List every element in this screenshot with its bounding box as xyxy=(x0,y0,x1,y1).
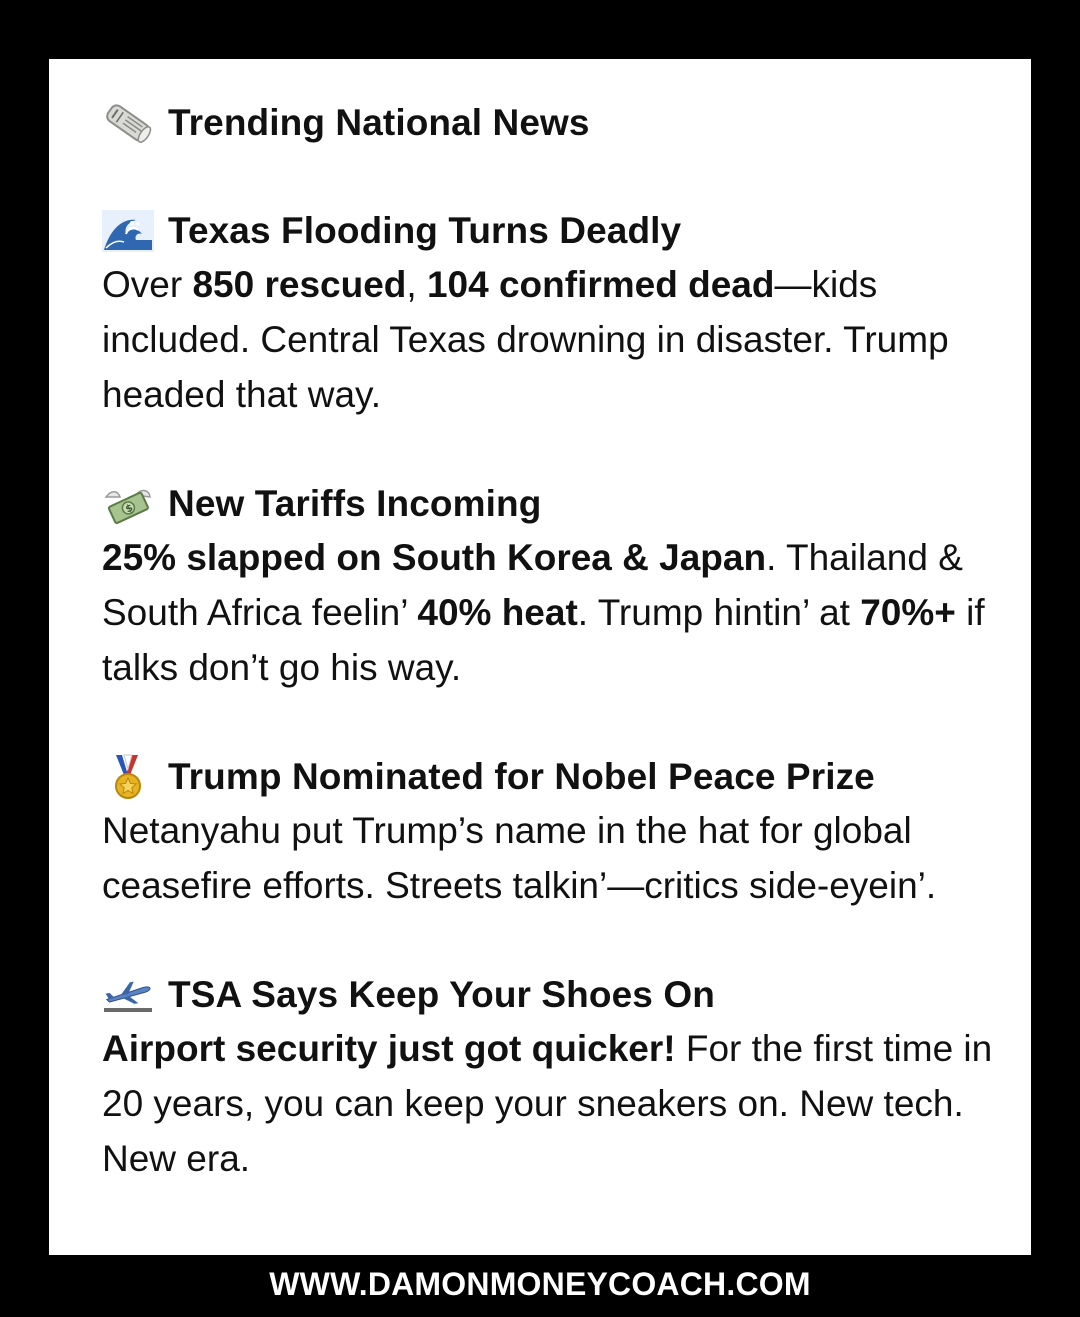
post-card xyxy=(49,59,1031,1255)
medal-icon xyxy=(102,751,168,803)
money-with-wings-icon xyxy=(102,478,168,530)
story-title: New Tariffs Incoming xyxy=(168,483,542,524)
story-text: —kids included. Central Texas drowning in disaster. Trump headed that way. xyxy=(102,264,949,415)
story-highlight: 850 rescued xyxy=(192,264,407,305)
story-highlight: Airport security just got quicker! xyxy=(102,1028,676,1069)
post-content xyxy=(102,97,1002,1186)
rolled-newspaper-icon xyxy=(102,97,168,149)
water-wave-icon xyxy=(102,205,168,257)
story-heading xyxy=(102,969,1002,1021)
story-title: Trump Nominated for Nobel Peace Prize xyxy=(168,756,875,797)
story-heading xyxy=(102,205,1002,257)
story-text: Over xyxy=(102,264,193,305)
airplane-departure-icon xyxy=(102,969,168,1021)
story-text: For the first time in 20 years, you can keep your sneakers on. New tech. New era. xyxy=(102,1028,993,1179)
story-text: . Thailand & South Africa feelin’ xyxy=(102,537,963,633)
story-highlight: 70%+ xyxy=(860,592,956,633)
story-heading xyxy=(102,751,1002,803)
story-body xyxy=(102,803,1002,913)
story-heading xyxy=(102,478,1002,530)
story-nobel-prize xyxy=(102,751,1002,913)
story-texas-flooding xyxy=(102,205,1002,422)
page-title-row xyxy=(102,97,1002,149)
story-text: . Trump hintin’ at xyxy=(577,592,861,633)
svg-text:$: $ xyxy=(124,502,136,516)
story-text: if talks don’t go his way. xyxy=(102,592,985,688)
story-body xyxy=(102,257,1002,422)
story-title: Texas Flooding Turns Deadly xyxy=(168,210,682,251)
story-tsa-shoes xyxy=(102,969,1002,1186)
story-new-tariffs xyxy=(102,478,1002,695)
website-url: WWW.DAMONMONEYCOACH.COM xyxy=(269,1266,811,1302)
story-body xyxy=(102,530,1002,695)
story-highlight: 40% heat xyxy=(417,592,578,633)
page-title: Trending National News xyxy=(168,102,590,143)
story-title: TSA Says Keep Your Shoes On xyxy=(168,974,715,1015)
story-text: Netanyahu put Trump’s name in the hat for global ceasefire efforts. Streets talkin’—critics side-eyein’. xyxy=(102,810,937,906)
story-highlight: 104 confirmed dead xyxy=(426,264,775,305)
story-text: , xyxy=(406,264,427,305)
story-body xyxy=(102,1021,1002,1186)
story-highlight: 25% slapped on South Korea & Japan xyxy=(102,537,767,578)
